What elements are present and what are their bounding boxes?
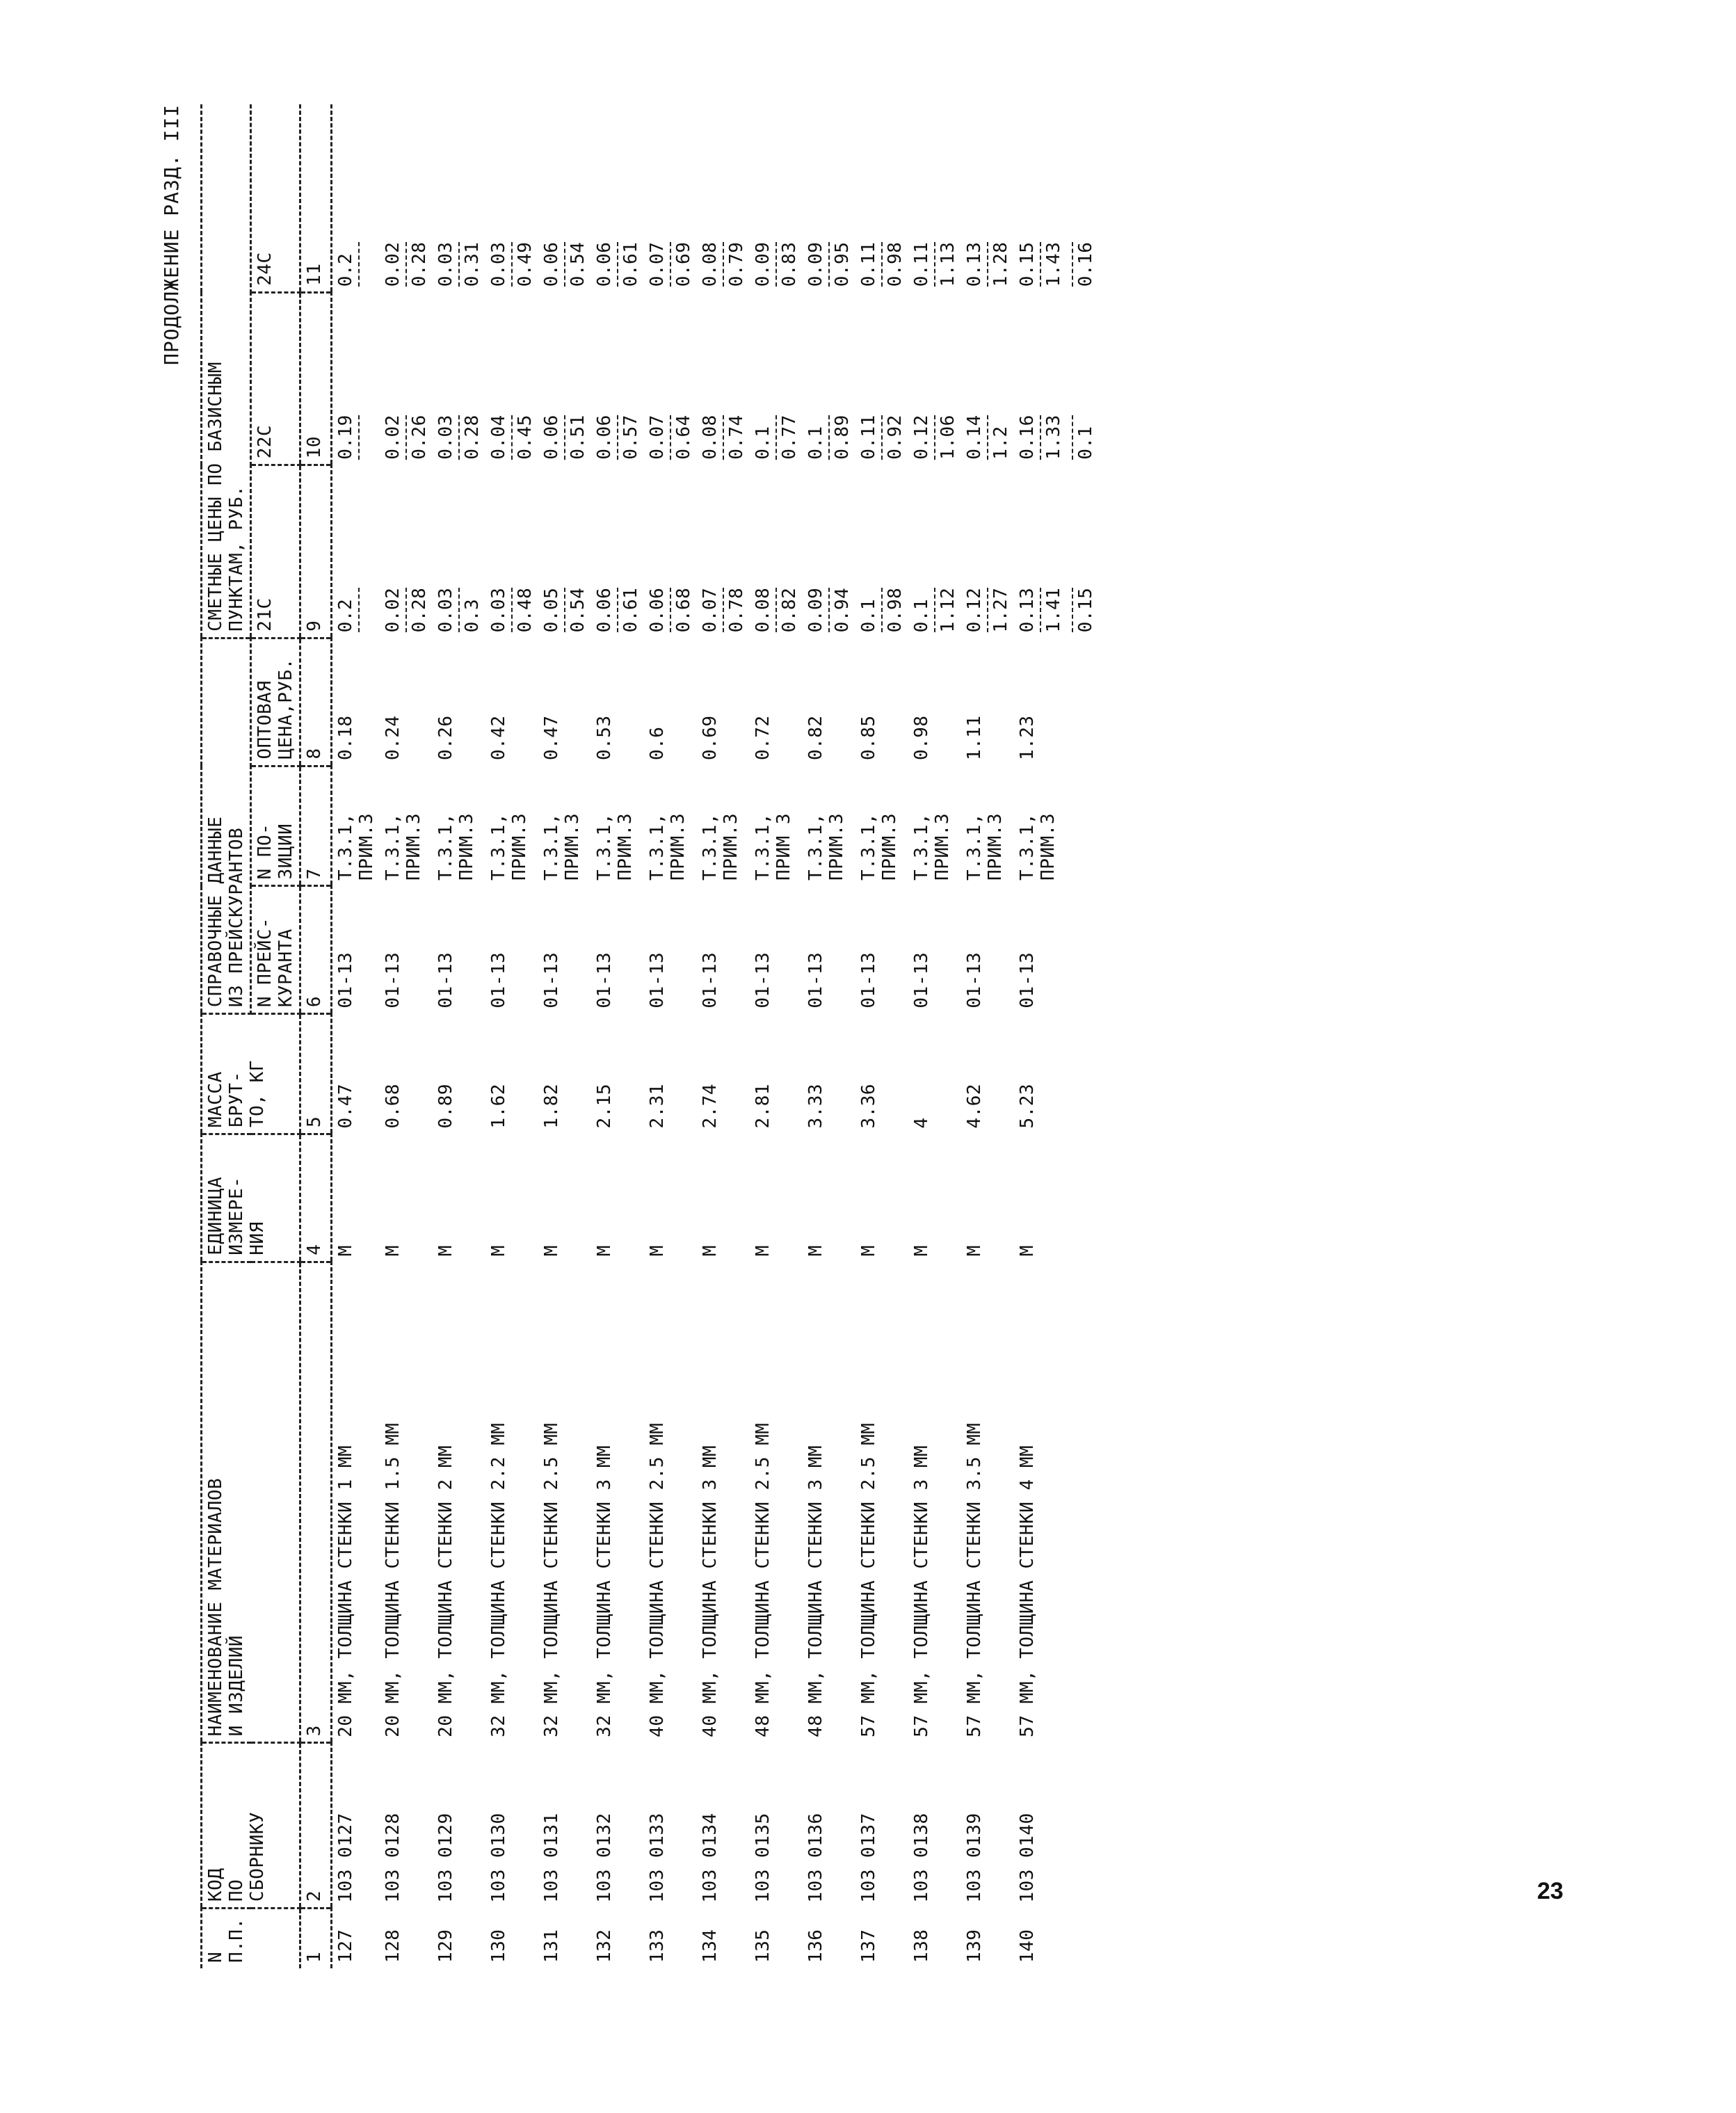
fraction-line — [987, 415, 988, 460]
fraction-line — [775, 242, 777, 287]
row-number: 132 — [594, 1929, 615, 1963]
fraction-line — [511, 242, 513, 287]
row-pricelist: 01-13 — [488, 951, 509, 1009]
header-price-22c: 22С — [251, 292, 300, 465]
row-wholesale: 0.85 — [858, 715, 879, 761]
fraction-line — [987, 242, 988, 287]
row-pricelist: 01-13 — [964, 951, 985, 1009]
fraction-line — [934, 242, 935, 287]
fraction-line — [881, 242, 883, 287]
row-code: 103 0131 — [541, 1813, 562, 1903]
row-mass: 1.62 — [488, 1083, 509, 1129]
row-unit: М — [964, 1245, 985, 1257]
row-mass: 4 — [911, 1117, 932, 1129]
row-price-21c: 0.15 — [1067, 465, 1099, 638]
row-price-24c: 0.03 0.49 — [488, 241, 536, 287]
header-mass: МАССА БРУТ- ТО, КГ — [202, 1014, 300, 1134]
row-price-24c: 0.06 0.54 — [541, 241, 588, 287]
row-name: 32 ММ, ТОЛЩИНА СТЕНКИ 2.2 ММ — [488, 1422, 509, 1737]
fraction-line — [881, 415, 883, 460]
header-name: НАИМЕНОВАНИЕ МАТЕРИАЛОВ И ИЗДЕЛИЙ — [202, 1262, 300, 1743]
row-price-24c: 0.11 1.13 — [911, 241, 958, 287]
row-price-24c: 0.06 0.61 — [594, 241, 641, 287]
row-unit — [1067, 1134, 1099, 1262]
fraction-line — [934, 415, 935, 460]
row-price-22c: 0.1 0.89 — [805, 415, 853, 460]
row-price-24c: 0.02 0.28 — [383, 241, 430, 287]
fraction-line — [934, 588, 935, 632]
row-position — [1067, 766, 1099, 886]
table-row — [1014, 104, 1067, 1968]
fraction-line — [358, 242, 360, 287]
row-code: 103 0128 — [383, 1813, 403, 1903]
fraction-line — [458, 415, 460, 460]
header-unit: ЕДИНИЦА ИЗМЕРЕ- НИЯ — [202, 1134, 300, 1262]
row-number: 131 — [541, 1929, 562, 1963]
row-name: 40 ММ, ТОЛЩИНА СТЕНКИ 3 ММ — [700, 1445, 721, 1737]
row-price-21c: 0.08 0.82 — [753, 587, 800, 633]
row-name: 57 ММ, ТОЛЩИНА СТЕНКИ 3.5 ММ — [964, 1422, 985, 1737]
table-row — [908, 104, 961, 1968]
row-price-24c: 0.09 0.95 — [805, 241, 853, 287]
row-pricelist: 01-13 — [700, 951, 721, 1009]
row-name: 32 ММ, ТОЛЩИНА СТЕНКИ 2.5 ММ — [541, 1422, 562, 1737]
row-wholesale: 0.42 — [488, 715, 509, 761]
table-row — [591, 104, 644, 1968]
row-pricelist: 01-13 — [541, 951, 562, 1009]
table-row — [697, 104, 750, 1968]
row-code: 103 0139 — [964, 1813, 985, 1903]
row-pricelist: 01-13 — [594, 951, 615, 1009]
colnum: 2 — [300, 1743, 332, 1909]
fraction-line — [358, 588, 360, 632]
row-unit: М — [753, 1245, 773, 1257]
row-code: 103 0133 — [647, 1813, 668, 1903]
row-price-21c: 0.07 0.78 — [700, 587, 747, 633]
fraction-line — [1040, 588, 1041, 632]
row-wholesale: 0.82 — [805, 715, 826, 761]
row-code: 103 0135 — [753, 1813, 773, 1903]
header-code: КОД ПО СБОРНИКУ — [202, 1743, 300, 1909]
column-number-row — [300, 104, 332, 1968]
row-price-21c: 0.03 0.3 — [435, 587, 483, 633]
row-number: 133 — [647, 1929, 668, 1963]
row-position: Т.3.1, ПРИМ.3 — [911, 813, 953, 881]
row-name: 57 ММ, ТОЛЩИНА СТЕНКИ 3 ММ — [911, 1445, 932, 1737]
row-unit: М — [647, 1245, 668, 1257]
row-price-21c: 0.12 1.27 — [964, 587, 1011, 633]
row-position: Т.3.1, ПРИМ.3 — [700, 813, 741, 881]
colnum: 3 — [300, 1262, 332, 1743]
colnum: 7 — [300, 766, 332, 886]
row-unit: М — [594, 1245, 615, 1257]
row-mass: 1.82 — [541, 1083, 562, 1129]
row-position: Т.3.1, ПРИМ.3 — [964, 813, 1006, 881]
row-price-22c: 0.06 0.57 — [594, 415, 641, 460]
row-price-24c: 0.15 1.43 — [1017, 241, 1064, 287]
row-price-24c: 0.2 — [332, 104, 380, 292]
header-pricelist-number: N ПРЕЙС- КУРАНТА — [251, 886, 300, 1014]
row-code: 103 0130 — [488, 1813, 509, 1903]
row-wholesale: 0.6 — [647, 726, 668, 761]
fraction-line — [1072, 415, 1073, 460]
row-mass: 3.33 — [805, 1083, 826, 1129]
colnum: 8 — [300, 638, 332, 766]
row-price-21c: 0.03 0.48 — [488, 587, 536, 633]
row-price-24c: 0.08 0.79 — [700, 241, 747, 287]
fraction-line — [405, 415, 407, 460]
row-price-21c: 0.1 1.12 — [911, 587, 958, 633]
header-estimate-group: СМЕТНЫЕ ЦЕНЫ ПО БАЗИСНЫМ ПУНКТАМ, РУБ. — [202, 104, 251, 638]
row-number: 138 — [911, 1929, 932, 1963]
row-position: Т.3.1, ПРИМ.3 — [594, 813, 636, 881]
row-price-22c: 0.11 0.92 — [858, 415, 906, 460]
row-code: 103 0136 — [805, 1813, 826, 1903]
row-mass: 0.47 — [335, 1083, 356, 1129]
row-code: 103 0134 — [700, 1813, 721, 1903]
row-unit: М — [858, 1245, 879, 1257]
row-pricelist — [1067, 886, 1099, 1014]
row-unit: М — [911, 1245, 932, 1257]
section-continuation-note: ПРОДОЛЖЕНИЕ РАЗД. III — [160, 104, 183, 366]
row-wholesale: 0.24 — [383, 715, 403, 761]
fraction-line — [358, 415, 360, 460]
fraction-line — [1072, 242, 1073, 287]
row-code — [1067, 1743, 1099, 1909]
row-price-21c: 0.06 0.68 — [647, 587, 694, 633]
header-price-24c: 24С — [251, 104, 300, 292]
row-wholesale: 0.72 — [753, 715, 773, 761]
row-pricelist: 01-13 — [805, 951, 826, 1009]
row-price-22c: 0.08 0.74 — [700, 415, 747, 460]
row-name: 20 ММ, ТОЛЩИНА СТЕНКИ 1.5 ММ — [383, 1422, 403, 1737]
row-wholesale: 0.26 — [435, 715, 456, 761]
row-price-22c: 0.03 0.28 — [435, 415, 483, 460]
row-wholesale: 0.47 — [541, 715, 562, 761]
row-price-22c: 0.02 0.26 — [383, 415, 430, 460]
row-wholesale: 1.23 — [1017, 715, 1038, 761]
row-pricelist: 01-13 — [911, 951, 932, 1009]
row-pricelist: 01-13 — [1017, 951, 1038, 1009]
fraction-line — [670, 415, 671, 460]
row-position: Т.3.1, ПРИМ.3 — [335, 813, 377, 881]
row-code: 103 0129 — [435, 1813, 456, 1903]
fraction-line — [617, 415, 618, 460]
row-price-22c: 0.16 1.33 — [1017, 415, 1064, 460]
table-row — [855, 104, 908, 1968]
row-wholesale — [1067, 638, 1099, 766]
row-name: 48 ММ, ТОЛЩИНА СТЕНКИ 2.5 ММ — [753, 1422, 773, 1737]
fraction-line — [828, 588, 830, 632]
fraction-line — [511, 588, 513, 632]
row-unit: М — [1017, 1245, 1038, 1257]
row-position: Т.3.1, ПРИМ.3 — [805, 813, 847, 881]
row-mass: 3.36 — [858, 1083, 879, 1129]
colnum: 1 — [300, 1909, 332, 1968]
row-position: Т.3.1, ПРИМ.3 — [435, 813, 477, 881]
table-row — [538, 104, 591, 1968]
row-name: 32 ММ, ТОЛЩИНА СТЕНКИ 3 ММ — [594, 1445, 615, 1737]
row-position: Т.3.1, ПРИМ.3 — [488, 813, 530, 881]
row-position: Т.3.1, ПРИМ.3 — [647, 813, 689, 881]
row-number: 136 — [805, 1929, 826, 1963]
row-name: 20 ММ, ТОЛЩИНА СТЕНКИ 1 ММ — [335, 1445, 356, 1737]
row-unit: М — [805, 1245, 826, 1257]
row-mass: 0.89 — [435, 1083, 456, 1129]
row-price-22c: 0.07 0.64 — [647, 415, 694, 460]
row-position: Т.3.1, ПРИМ.3 — [383, 813, 424, 881]
row-number: 128 — [383, 1929, 403, 1963]
row-unit: М — [435, 1245, 456, 1257]
fraction-line — [1040, 415, 1041, 460]
row-position: Т.3.1, ПРИМ.3 — [858, 813, 900, 881]
fraction-line — [723, 415, 724, 460]
fraction-line — [1040, 242, 1041, 287]
row-price-24c: 0.13 1.28 — [964, 241, 1011, 287]
row-number: 135 — [753, 1929, 773, 1963]
row-number: 127 — [335, 1929, 356, 1963]
fraction-line — [775, 588, 777, 632]
row-price-22c: 0.04 0.45 — [488, 415, 536, 460]
rotated-content — [160, 104, 1565, 1968]
fraction-line — [828, 242, 830, 287]
row-price-22c: 0.1 0.77 — [753, 415, 800, 460]
row-number — [1067, 1909, 1099, 1968]
table-body — [332, 104, 1100, 1968]
colnum: 11 — [300, 104, 332, 292]
row-pricelist: 01-13 — [383, 951, 403, 1009]
fraction-line — [564, 242, 565, 287]
row-mass: 5.23 — [1017, 1083, 1038, 1129]
fraction-line — [564, 415, 565, 460]
row-name: 48 ММ, ТОЛЩИНА СТЕНКИ 3 ММ — [805, 1445, 826, 1737]
fraction-line — [617, 588, 618, 632]
colnum: 5 — [300, 1014, 332, 1134]
header-reference-group: СПРАВОЧНЫЕ ДАННЫЕ ИЗ ПРЕЙСКУРАНТОВ — [202, 638, 251, 1013]
header-price-21c: 21С — [251, 465, 300, 638]
row-position: Т.3.1, ПРИМ 3 — [753, 813, 794, 881]
row-number: 134 — [700, 1929, 721, 1963]
table-row — [332, 104, 380, 1968]
row-price-21c: 0.02 0.28 — [383, 587, 430, 633]
row-name: 57 ММ, ТОЛЩИНА СТЕНКИ 2.5 ММ — [858, 1422, 879, 1737]
row-price-22c: 0.1 — [1067, 292, 1099, 465]
row-price-22c: 0.19 — [332, 292, 380, 465]
table-row — [1067, 104, 1099, 1968]
row-price-21c: 0.2 — [332, 465, 380, 638]
row-price-21c: 0.06 0.61 — [594, 587, 641, 633]
colnum: 6 — [300, 886, 332, 1014]
colnum: 4 — [300, 1134, 332, 1262]
row-name — [1067, 1262, 1099, 1743]
row-price-22c: 0.06 0.51 — [541, 415, 588, 460]
row-price-21c: 0.09 0.94 — [805, 587, 853, 633]
row-price-21c: 0.05 0.54 — [541, 587, 588, 633]
fraction-line — [723, 242, 724, 287]
row-wholesale: 0.18 — [335, 715, 356, 761]
row-pricelist: 01-13 — [335, 951, 356, 1009]
row-price-21c: 0.13 1.41 — [1017, 587, 1064, 633]
table-row — [961, 104, 1014, 1968]
header-np: N П.П. — [202, 1909, 300, 1968]
row-price-24c: 0.07 0.69 — [647, 241, 694, 287]
fraction-line — [617, 242, 618, 287]
fraction-line — [775, 415, 777, 460]
row-number: 139 — [964, 1929, 985, 1963]
fraction-line — [511, 415, 513, 460]
materials-table — [200, 104, 1099, 1968]
header-wholesale-price: ОПТОВАЯ ЦЕНА,РУБ. — [251, 638, 300, 766]
fraction-line — [564, 588, 565, 632]
table-row — [803, 104, 855, 1968]
page-number: 23 — [1537, 1878, 1564, 1904]
fraction-line — [828, 415, 830, 460]
row-code: 103 0137 — [858, 1813, 879, 1903]
fraction-line — [1072, 588, 1073, 632]
row-number: 129 — [435, 1929, 456, 1963]
row-wholesale: 1.11 — [964, 715, 985, 761]
fraction-line — [987, 588, 988, 632]
row-number: 130 — [488, 1929, 509, 1963]
table-row — [485, 104, 538, 1968]
colnum: 9 — [300, 465, 332, 638]
header-row-1 — [202, 104, 251, 1968]
colnum: 10 — [300, 292, 332, 465]
row-name: 57 ММ, ТОЛЩИНА СТЕНКИ 4 ММ — [1017, 1445, 1038, 1737]
row-code: 103 0127 — [335, 1813, 356, 1903]
table-row — [644, 104, 697, 1968]
row-pricelist: 01-13 — [435, 951, 456, 1009]
row-unit: М — [335, 1245, 356, 1257]
row-wholesale: 0.69 — [700, 715, 721, 761]
row-code: 103 0132 — [594, 1813, 615, 1903]
row-position: Т.3.1, ПРИМ.3 — [1017, 813, 1059, 881]
row-name: 20 ММ, ТОЛЩИНА СТЕНКИ 2 ММ — [435, 1445, 456, 1737]
fraction-line — [405, 242, 407, 287]
row-number: 140 — [1017, 1929, 1038, 1963]
fraction-line — [670, 588, 671, 632]
row-name: 40 ММ, ТОЛЩИНА СТЕНКИ 2.5 ММ — [647, 1422, 668, 1737]
row-price-24c: 0.11 0.98 — [858, 241, 906, 287]
row-code: 103 0138 — [911, 1813, 932, 1903]
row-code: 103 0140 — [1017, 1813, 1038, 1903]
fraction-line — [881, 588, 883, 632]
fraction-line — [723, 588, 724, 632]
row-mass: 2.31 — [647, 1083, 668, 1129]
row-unit: М — [541, 1245, 562, 1257]
row-price-24c: 0.16 — [1067, 104, 1099, 292]
row-mass: 4.62 — [964, 1083, 985, 1129]
row-unit: М — [700, 1245, 721, 1257]
table-row — [750, 104, 803, 1968]
fraction-line — [405, 588, 407, 632]
table-row — [433, 104, 485, 1968]
row-wholesale: 0.98 — [911, 715, 932, 761]
row-position: Т.3.1, ПРИМ.3 — [541, 813, 583, 881]
row-mass: 2.81 — [753, 1083, 773, 1129]
row-price-22c: 0.14 1.2 — [964, 415, 1011, 460]
row-unit: М — [488, 1245, 509, 1257]
row-price-24c: 0.09 0.83 — [753, 241, 800, 287]
table-row — [380, 104, 433, 1968]
fraction-line — [458, 588, 460, 632]
row-price-21c: 0.1 0.98 — [858, 587, 906, 633]
row-mass: 0.68 — [383, 1083, 403, 1129]
fraction-line — [458, 242, 460, 287]
row-wholesale: 0.53 — [594, 715, 615, 761]
row-mass: 2.74 — [700, 1083, 721, 1129]
row-mass — [1067, 1014, 1099, 1134]
row-pricelist: 01-13 — [858, 951, 879, 1009]
row-price-24c: 0.03 0.31 — [435, 241, 483, 287]
row-pricelist: 01-13 — [753, 951, 773, 1009]
row-mass: 2.15 — [594, 1083, 615, 1129]
fraction-line — [670, 242, 671, 287]
header-position-number: N ПО- ЗИЦИИ — [251, 766, 300, 886]
row-pricelist: 01-13 — [647, 951, 668, 1009]
row-unit: М — [383, 1245, 403, 1257]
row-price-22c: 0.12 1.06 — [911, 415, 958, 460]
row-number: 137 — [858, 1929, 879, 1963]
